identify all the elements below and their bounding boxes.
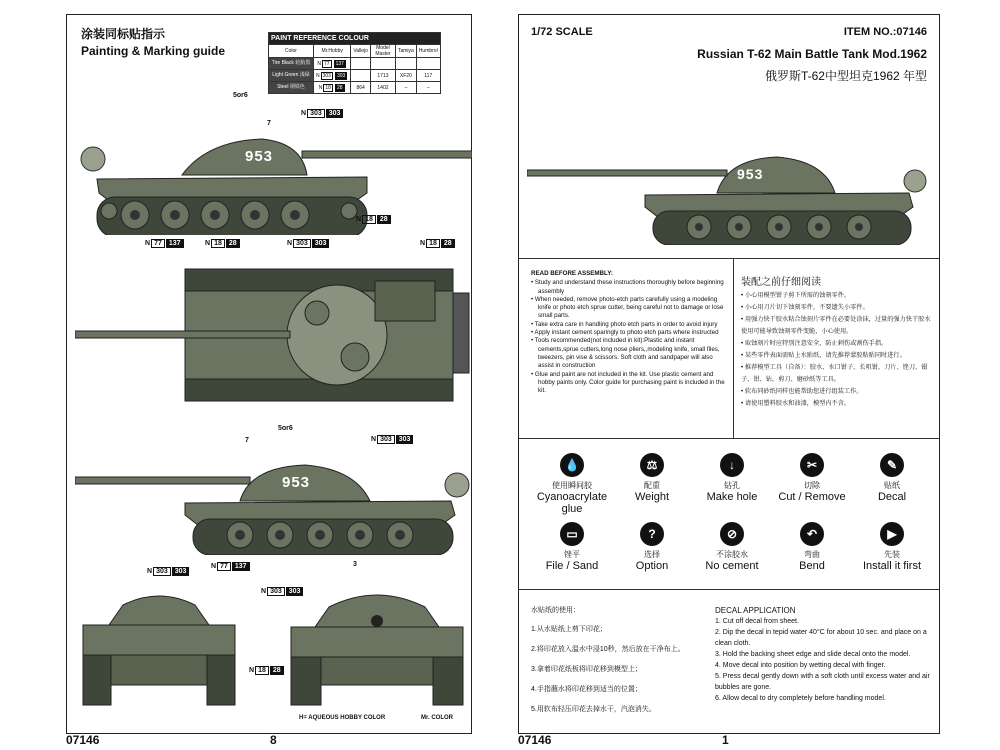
callout-n18: N 18 28 [356, 215, 391, 224]
tank-top-view [75, 267, 471, 405]
tank-front-view [289, 585, 465, 707]
paint-chip: N 77 137 [314, 58, 351, 70]
callout-n77: N 77 137 [211, 562, 250, 571]
paint-chip: N 18 28 [314, 82, 351, 94]
file-icon: ▭ [560, 522, 584, 546]
symbol-glue: 💧 使用瞬间胶 Cyanoacrylate glue [527, 453, 617, 515]
decal-step: 3. Hold the backing sheet edge and slide decal onto the model. [715, 651, 911, 658]
instruction-item: • Take extra care in handling photo etch parts in order to avoid injury [531, 320, 718, 328]
left-page [66, 14, 472, 734]
read-before-assembly [531, 270, 729, 395]
drill-icon: ↓ [720, 453, 744, 477]
paint-humbrol [416, 58, 440, 70]
paint-tamiya: – [395, 82, 416, 94]
paint-reference-table [268, 32, 441, 94]
cn-instruction-item: • 软布同砂纸同样也能帮助您进行组装工作。 [741, 388, 863, 395]
paint-name: Steel 钢铁色 [269, 82, 314, 94]
right-title-cn: 俄罗斯T-62中型坦克1962 年型 [764, 69, 927, 83]
callout-n77: N 77 137 [145, 239, 184, 248]
turret-number-box: 953 [737, 166, 764, 182]
symbol-option: ? 选择 Option [607, 522, 697, 572]
paint-col-humbrol: Humbrol [416, 45, 440, 58]
paint-col-tamiya: Tamiya [395, 45, 416, 58]
paint-name: Light Green 浅绿 [269, 70, 314, 82]
instruction-item: • Tools recommended(not included in kit):Plastic and instant cements,sprue cutters,long nose pliers,,modeling knife, small files, tweezers, pin vise & scissors. Soft cloth and sandpaper will also assist in construction [531, 337, 720, 370]
decal-application [715, 605, 933, 704]
paint-humbrol: – [416, 82, 440, 94]
decal-icon: ✎ [880, 453, 904, 477]
item-number: ITEM NO.:07146 [843, 26, 927, 38]
symbol-no-cement: ⊘ 不涂胶水 No cement [687, 522, 777, 572]
cn-instruction-item: • 某些零件表面需贴上水贴纸，请先推荐蒙胶粘贴同时进行。 [741, 352, 906, 359]
callout-n303: N 303 303 [287, 239, 329, 248]
tank-rear-view [79, 585, 239, 707]
weight-icon: ⚖ [640, 453, 664, 477]
symbol-make-hole: ↓ 钻孔 Make hole [687, 453, 777, 503]
callout-5or6: 5or6 [233, 92, 248, 99]
bend-icon: ↶ [800, 522, 824, 546]
left-title-en: Painting & Marking guide [81, 44, 226, 58]
decal-step: 2. Dip the decal in tepid water 40°C for about 10 sec. and place on a clean cloth. [715, 629, 927, 647]
left-title-cn: 涂装同标贴指示 [81, 27, 166, 41]
option-icon: ? [640, 522, 664, 546]
decal-step: 4. Move decal into position by wetting decal with finger. [715, 662, 886, 669]
instruction-item: • Study and understand these instructions thoroughly before beginning assembly [531, 279, 724, 295]
paint-vallejo [351, 70, 371, 82]
symbol-bend: ↶ 弯曲 Bend [767, 522, 857, 572]
tank-side-view-right [75, 455, 471, 555]
install-first-icon: ▶ [880, 522, 904, 546]
turret-number-2: 953 [282, 474, 311, 491]
left-item-code: 07146 [66, 733, 100, 747]
footer-note-aqueous: H= AQUEOUS HOBBY COLOR [299, 715, 386, 721]
water-decal-heading: 水贴纸的使用： [531, 607, 580, 614]
symbol-file: ▭ 锉平 File / Sand [527, 522, 617, 572]
paint-col-vallejo: Vallejo [351, 45, 371, 58]
paint-tamiya [395, 58, 416, 70]
paint-row [269, 70, 441, 82]
paint-vallejo [351, 58, 371, 70]
cn-instruction-item: • 小心用模型钳子剪下所需的蚀刻零件。 [741, 292, 851, 299]
callout-5or6: 5or6 [278, 425, 293, 432]
symbol-cut: ✂ 切除 Cut / Remove [767, 453, 857, 503]
cn-instruction-item: • 取蚀刻片时应特别注意安全，防止刺伤或割伤手指。 [741, 340, 888, 347]
paint-col-modelmaster: Model Master [370, 45, 395, 58]
callout-n303: N 303 303 [261, 587, 303, 596]
callout-n303: N 303 303 [301, 109, 343, 118]
read-before-heading: READ BEFORE ASSEMBLY: [531, 270, 613, 277]
cut-icon: ✂ [800, 453, 824, 477]
callout-n303: N 303 303 [371, 435, 413, 444]
paint-table-heading: PAINT REFERENCE COLOUR [269, 33, 441, 45]
callout-n18: N 18 28 [420, 239, 455, 248]
paint-vallejo: 864 [351, 82, 371, 94]
symbol-decal: ✎ 贴纸 Decal [847, 453, 937, 503]
paint-chip: N 303 303 [314, 70, 351, 82]
paint-tamiya: XF20 [395, 70, 416, 82]
callout-3: 3 [353, 561, 357, 568]
turret-number-1: 953 [245, 148, 274, 165]
left-page-number: 8 [270, 733, 277, 747]
paint-modelmaster: 1713 [370, 70, 395, 82]
callout-n303: N 303 303 [147, 567, 189, 576]
right-title-en: Russian T-62 Main Battle Tank Mod.1962 [697, 47, 927, 61]
decal-step: 5. Press decal gently down with a soft cloth until excess water and air bubbles are gone. [715, 673, 930, 691]
paint-row [269, 58, 441, 70]
water-decal-step: 2.将印花放入温水中浸10秒，然后放在干净布上。 [531, 646, 685, 653]
decal-step: 1. Cut off decal from sheet. [715, 618, 799, 625]
instruction-item: • Glue and paint are not included in the kit. Use plastic cement and hobby paints only. Color guide for purchasing paint is included in the kit. [531, 370, 725, 395]
water-decal-step: 4.手指蘸水将印花移到适当的位置； [531, 686, 642, 693]
right-page [518, 14, 940, 734]
symbol-install-first: ▶ 先装 Install it first [847, 522, 937, 572]
paint-name: Tire Black 轮胎黑 [269, 58, 314, 70]
decal-step: 6. Allow decal to dry completely before handling model. [715, 695, 886, 702]
cn-instruction-item: • 推荐模型工具（自备）：胶水、水口钳子、长咀钳、刀片、锉刀、镊子、钳、钻、剪刀、磨砂纸等工具。 [741, 364, 928, 383]
instruction-item: • When needed, remove photo-etch parts carefully using a modeling knife or photo etch sprue cutter, being careful not to damage or lose small parts. [531, 295, 724, 320]
paint-modelmaster [370, 58, 395, 70]
cn-instruction-item: • 小心用刀片切下蚀刻零件，不要遗失小零件。 [741, 304, 869, 311]
callout-n18: N 18 28 [205, 239, 240, 248]
no-cement-icon: ⊘ [720, 522, 744, 546]
glue-icon: 💧 [560, 453, 584, 477]
paint-col-color: Color [269, 45, 314, 58]
right-item-code: 07146 [518, 733, 552, 747]
paint-modelmaster: 1402 [370, 82, 395, 94]
water-decal-step: 5.用软布轻压印花去掉水干，汽泡消失。 [531, 706, 656, 713]
read-before-assembly-cn [741, 273, 933, 410]
callout-7: 7 [245, 437, 249, 444]
paint-humbrol: 117 [416, 70, 440, 82]
right-page-number: 1 [722, 733, 729, 747]
tank-side-view-left [77, 115, 472, 235]
water-decal-cn [531, 605, 717, 720]
callout-n18: N 18 28 [249, 666, 284, 675]
scale-label: 1/72 SCALE [531, 26, 593, 38]
instruction-item: • Apply instant cement sparingly to photo etch parts where instructed [531, 329, 719, 337]
water-decal-step: 1.从水贴纸上剪下印花； [531, 626, 607, 633]
footer-note-mrcolor: Mr. COLOR [421, 715, 454, 721]
symbol-weight: ⚖ 配重 Weight [607, 453, 697, 503]
decal-heading: DECAL APPLICATION [715, 606, 796, 615]
cn-heading: 装配之前仔细阅读 [741, 277, 821, 288]
callout-7: 7 [267, 120, 271, 127]
water-decal-step: 3.拿着印花纸板将印花移到模型上； [531, 666, 642, 673]
cn-instruction-item: • 请使用塑料胶水和油漆，模型内不含。 [741, 400, 851, 407]
cn-instruction-item: • 用强力快干胶水粘合蚀刻片零件在必要处涂抹，过量的强力快干胶水使用可能导致蚀刻零件变脆，小心使用。 [741, 316, 931, 335]
tank-box-art [527, 145, 932, 245]
paint-row [269, 82, 441, 94]
paint-col-mrhobby: Mr.Hobby [314, 45, 351, 58]
